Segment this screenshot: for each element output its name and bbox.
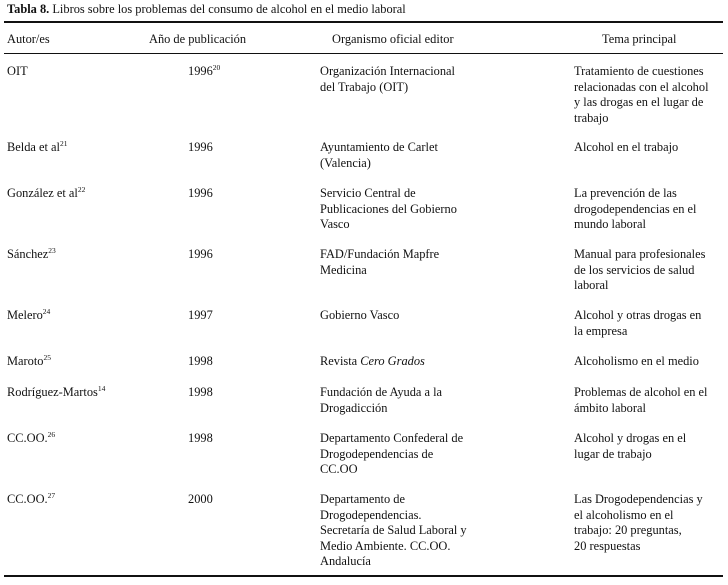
cell-topic — [574, 247, 724, 294]
cell-author — [7, 385, 147, 401]
author-text: CC.OO. — [7, 431, 48, 445]
year-text: 1996 — [188, 64, 213, 78]
cell-author — [7, 140, 147, 156]
year-text: 1998 — [188, 385, 213, 399]
author-text: Rodríguez-Martos — [7, 385, 98, 399]
cell-publisher — [320, 247, 500, 278]
topic-line: de los servicios de salud — [574, 262, 695, 277]
table-caption-label: Tabla 8. — [7, 2, 50, 16]
topic-line: lugar de trabajo — [574, 446, 652, 461]
author-text: CC.OO. — [7, 492, 48, 506]
topic-line: la empresa — [574, 323, 628, 338]
cell-year — [188, 247, 298, 263]
topic-line: Manual para profesionales — [574, 247, 706, 261]
publisher-line: Departamento de — [320, 492, 405, 506]
publisher-line: Drogadicción — [320, 400, 388, 415]
topic-line: relacionadas con el alcohol — [574, 79, 709, 94]
publisher-line: Servicio Central de — [320, 186, 416, 200]
cell-topic — [574, 64, 724, 126]
publisher-line: Vasco — [320, 217, 350, 231]
year-text: 1998 — [188, 431, 213, 445]
topic-line: el alcoholismo en el — [574, 507, 674, 522]
topic-line: Alcoholismo en el medio — [574, 354, 699, 368]
cell-topic — [574, 492, 724, 554]
cell-year — [188, 140, 298, 156]
year-text: 1996 — [188, 140, 213, 154]
cell-publisher — [320, 431, 500, 478]
cell-topic — [574, 186, 724, 233]
cell-author — [7, 64, 147, 80]
cell-publisher — [320, 64, 500, 95]
author-text: OIT — [7, 64, 28, 78]
header-rule — [4, 53, 723, 54]
cell-topic — [574, 354, 724, 370]
publisher-line: Secretaría de Salud Laboral y — [320, 523, 467, 537]
cell-publisher — [320, 308, 500, 324]
topic-line: Alcohol en el trabajo — [574, 140, 679, 154]
topic-line: mundo laboral — [574, 217, 646, 231]
author-text: Maroto — [7, 354, 44, 368]
author-text: Sánchez — [7, 247, 49, 261]
publisher-line: Fundación de Ayuda a la — [320, 385, 443, 399]
cell-author — [7, 431, 147, 447]
reference-number: 20 — [212, 63, 221, 72]
topic-line: Tratamiento de cuestiones — [574, 64, 704, 78]
year-text: 1996 — [188, 186, 213, 200]
publisher-line: Publicaciones del Gobierno — [320, 201, 457, 216]
publisher-line: Organización Internacional — [320, 64, 455, 78]
cell-topic — [574, 385, 724, 416]
publisher-prefix: Revista — [320, 354, 361, 368]
table-caption — [7, 2, 406, 17]
cell-author — [7, 354, 147, 370]
author-text: Melero — [7, 308, 43, 322]
publisher-line: (Valencia) — [320, 155, 371, 170]
reference-number: 25 — [43, 353, 51, 362]
year-text: 1998 — [188, 354, 213, 368]
author-text: González et al — [7, 186, 78, 200]
topic-line: y las drogas en el lugar de — [574, 95, 704, 109]
year-text: 1996 — [188, 247, 213, 261]
topic-line: Alcohol y otras drogas en — [574, 308, 702, 322]
publisher-line: Andalucía — [320, 554, 371, 568]
year-text: 1997 — [188, 308, 213, 322]
year-text: 2000 — [188, 492, 213, 506]
cell-year — [188, 308, 298, 324]
topic-line: laboral — [574, 278, 609, 292]
cell-year — [188, 385, 298, 401]
publisher-line: Departamento Confederal de — [320, 431, 464, 445]
topic-line: drogodependencias en el — [574, 201, 697, 216]
cell-publisher — [320, 385, 500, 416]
cell-author — [7, 308, 147, 324]
reference-number: 14 — [97, 384, 106, 393]
publisher-line: Medio Ambiente. CC.OO. — [320, 538, 451, 553]
header-author: Autor/es — [7, 32, 50, 46]
reference-number: 22 — [77, 185, 86, 194]
cell-year — [188, 186, 298, 202]
reference-number: 23 — [48, 246, 56, 255]
cell-publisher — [320, 140, 500, 171]
cell-publisher — [320, 186, 500, 233]
reference-number: 24 — [42, 307, 51, 316]
publisher-title-italic: Cero Grados — [360, 354, 425, 368]
topic-line: Problemas de alcohol en el — [574, 385, 708, 399]
publisher-line: Medicina — [320, 262, 367, 277]
cell-topic — [574, 140, 724, 156]
publisher-line: Gobierno Vasco — [320, 308, 400, 322]
cell-year — [188, 431, 298, 447]
cell-year — [188, 354, 298, 370]
reference-number: 27 — [47, 491, 56, 500]
header-year: Año de publicación — [149, 32, 247, 46]
publisher-line: Drogodependencias de — [320, 446, 434, 461]
cell-topic — [574, 308, 724, 339]
publisher-line: FAD/Fundación Mapfre — [320, 247, 440, 261]
cell-publisher — [320, 492, 500, 570]
topic-line: La prevención de las — [574, 186, 677, 200]
publisher-line: Drogodependencias. — [320, 507, 422, 522]
reference-number: 26 — [47, 430, 56, 439]
topic-line: trabajo — [574, 110, 609, 125]
topic-line: 20 respuestas — [574, 538, 641, 553]
top-rule — [4, 21, 723, 23]
cell-year — [188, 64, 298, 80]
cell-author — [7, 247, 147, 263]
publisher-line: Ayuntamiento de Carlet — [320, 140, 438, 154]
cell-year — [188, 492, 298, 508]
cell-publisher — [320, 354, 500, 370]
table-caption-text: Libros sobre los problemas del consumo de alcohol en el medio laboral — [52, 2, 406, 16]
header-publisher: Organismo oficial editor — [332, 32, 454, 46]
topic-line: Las Drogodependencias y — [574, 492, 703, 506]
topic-line: ámbito laboral — [574, 400, 646, 415]
header-topic: Tema principal — [602, 32, 677, 46]
reference-number: 21 — [59, 139, 68, 148]
cell-author — [7, 186, 147, 202]
publisher-line: del Trabajo (OIT) — [320, 79, 409, 94]
bottom-rule — [4, 575, 723, 577]
publisher-line: CC.OO — [320, 462, 358, 476]
author-text: Belda et al — [7, 140, 60, 154]
cell-topic — [574, 431, 724, 462]
topic-line: Alcohol y drogas en el — [574, 431, 687, 445]
topic-line: trabajo: 20 preguntas, — [574, 523, 682, 537]
cell-author — [7, 492, 147, 508]
